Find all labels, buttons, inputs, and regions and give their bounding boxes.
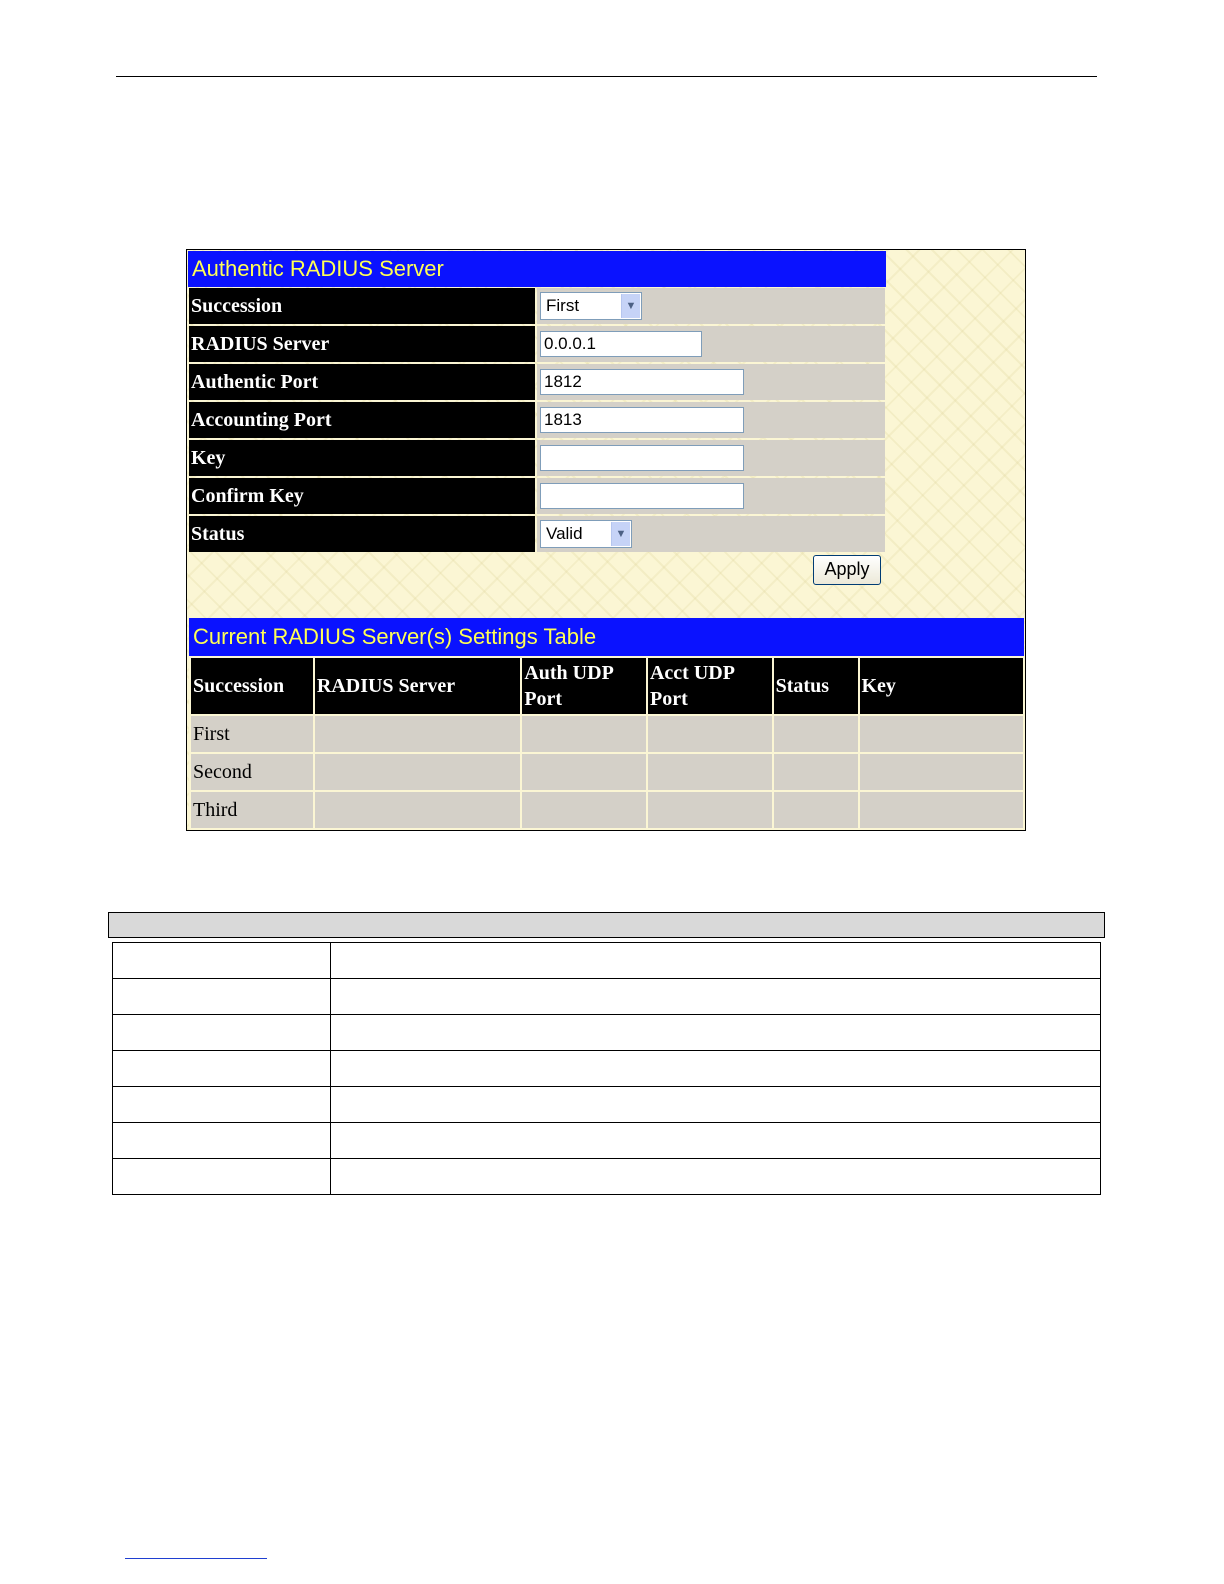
table-cell (859, 753, 1025, 791)
radius-server-cell (537, 326, 885, 362)
column-header: Status (773, 657, 859, 715)
column-header: Acct UDP Port (647, 657, 773, 715)
table-cell (314, 715, 521, 753)
chevron-down-icon[interactable]: ▼ (611, 522, 630, 546)
authentic-port-row (189, 364, 885, 400)
authentic-port-cell (537, 364, 885, 400)
table-cell: First (190, 715, 314, 753)
table-cell (521, 791, 647, 829)
authentic-radius-server-title: Authentic RADIUS Server (188, 251, 886, 287)
confirm-key-row (189, 478, 885, 514)
table-row (113, 1159, 1101, 1195)
description-cell (331, 979, 1101, 1015)
table-cell (521, 753, 647, 791)
table-row (113, 1051, 1101, 1087)
status-select-value: Valid (546, 524, 583, 543)
authentic-port-input[interactable]: 1812 (540, 369, 744, 395)
status-label: Status (189, 516, 535, 552)
succession-cell (537, 288, 885, 324)
confirm-key-cell (537, 478, 885, 514)
table-row (113, 943, 1101, 979)
radius-settings-table (189, 656, 1025, 830)
table-cell (773, 791, 859, 829)
table-row (113, 1123, 1101, 1159)
table-cell (521, 715, 647, 753)
parameter-cell (113, 1159, 331, 1195)
description-cell (331, 1123, 1101, 1159)
parameter-cell (113, 1087, 331, 1123)
table-cell (773, 753, 859, 791)
table-cell: Second (190, 753, 314, 791)
parameter-cell (113, 1051, 331, 1087)
table-row (113, 1087, 1101, 1123)
table-cell (314, 791, 521, 829)
radius-config-screenshot (186, 249, 1026, 831)
radius-server-label: RADIUS Server (189, 326, 535, 362)
column-header: Key (859, 657, 1025, 715)
description-cell (331, 1051, 1101, 1087)
succession-label: Succession (189, 288, 535, 324)
table-row (113, 979, 1101, 1015)
parameter-description-table (112, 942, 1101, 1195)
chevron-down-icon[interactable]: ▼ (621, 294, 640, 318)
accounting-port-cell (537, 402, 885, 438)
table-cell (859, 715, 1025, 753)
key-row (189, 440, 885, 476)
table-cell: Third (190, 791, 314, 829)
table-cell (773, 715, 859, 753)
table-cell (314, 753, 521, 791)
apply-button[interactable]: Apply (813, 555, 881, 585)
parameter-cell (113, 1123, 331, 1159)
column-header: RADIUS Server (314, 657, 521, 715)
description-cell (331, 1159, 1101, 1195)
table-cell (647, 791, 773, 829)
radius-server-row (189, 326, 885, 362)
table-cell (647, 715, 773, 753)
table-header-row (190, 657, 1024, 715)
confirm-key-input[interactable] (540, 483, 744, 509)
key-cell (537, 440, 885, 476)
parameter-cell (113, 979, 331, 1015)
table-row (190, 715, 1024, 753)
status-cell (537, 516, 885, 552)
description-table-header (108, 912, 1105, 938)
status-row (189, 516, 885, 552)
succession-row (189, 288, 885, 324)
accounting-port-row (189, 402, 885, 438)
table-row (113, 1015, 1101, 1051)
table-cell (859, 791, 1025, 829)
column-header: Succession (190, 657, 314, 715)
description-cell (331, 1087, 1101, 1123)
description-cell (331, 943, 1101, 979)
description-cell (331, 1015, 1101, 1051)
confirm-key-label: Confirm Key (189, 478, 535, 514)
key-label: Key (189, 440, 535, 476)
radius-server-input[interactable]: 0.0.0.1 (540, 331, 702, 357)
parameter-cell (113, 943, 331, 979)
succession-select[interactable] (540, 292, 642, 320)
status-select[interactable] (540, 520, 632, 548)
key-input[interactable] (540, 445, 744, 471)
settings-table-title: Current RADIUS Server(s) Settings Table (189, 618, 1024, 656)
table-cell (647, 753, 773, 791)
table-row (190, 791, 1024, 829)
authentic-port-label: Authentic Port (189, 364, 535, 400)
accounting-port-input[interactable]: 1813 (540, 407, 744, 433)
succession-select-value: First (546, 296, 580, 315)
footer-link-underline[interactable] (125, 1558, 267, 1559)
page-header-rule (116, 76, 1097, 77)
parameter-cell (113, 1015, 331, 1051)
column-header: Auth UDP Port (521, 657, 647, 715)
accounting-port-label: Accounting Port (189, 402, 535, 438)
table-row (190, 753, 1024, 791)
